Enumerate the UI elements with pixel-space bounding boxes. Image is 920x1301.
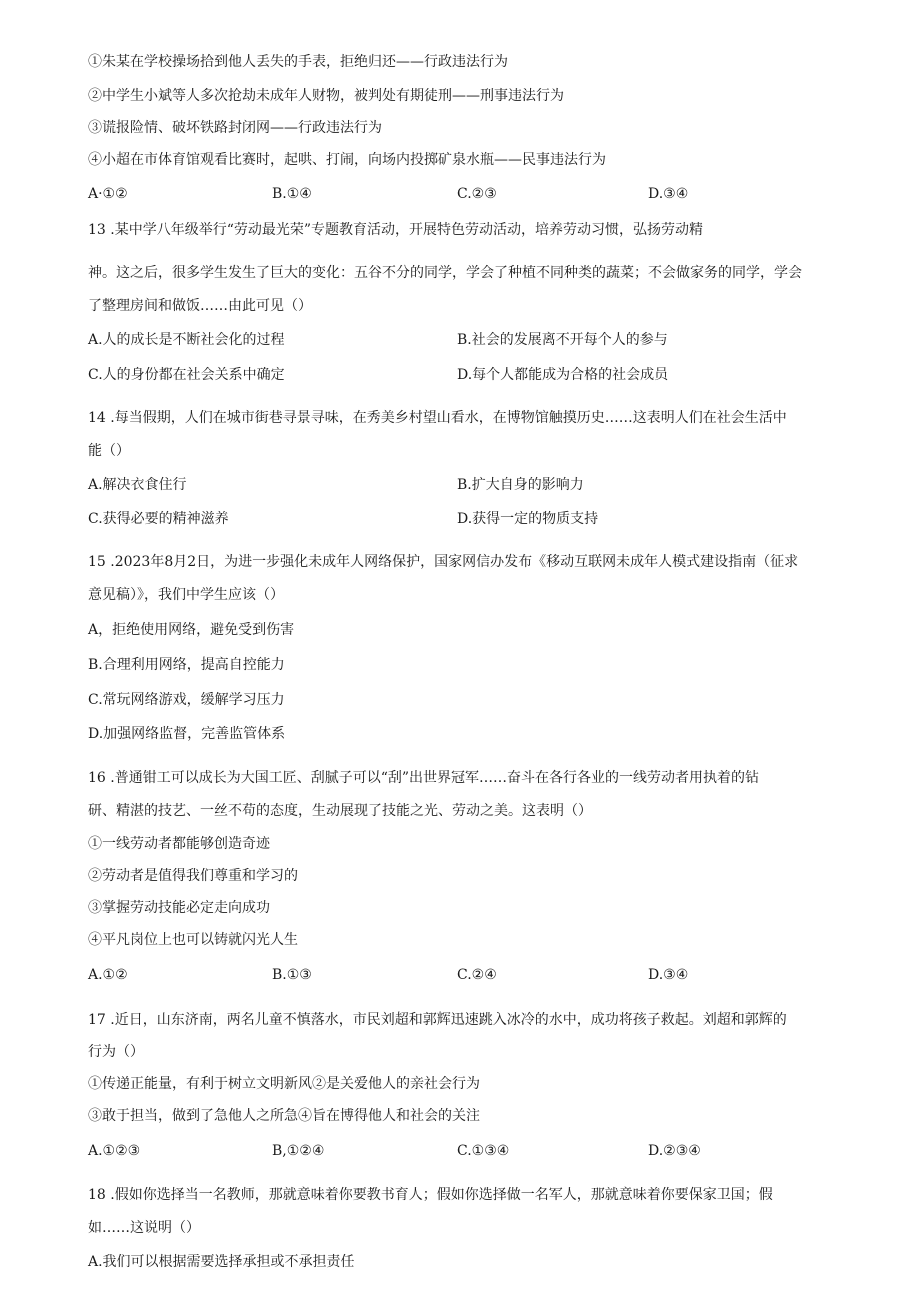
q16-option-c: C.②④: [457, 967, 497, 983]
q13-option-c: C.人的身份都在社会关系中确定: [88, 367, 285, 383]
q14-option-a: A.解决衣食住行: [88, 477, 187, 493]
q17-option-d: D.②③④: [648, 1143, 701, 1159]
q17-option-c: C.①③④: [457, 1143, 510, 1159]
q16-stem-line-2: 研、精湛的技艺、一丝不苟的态度，生动展现了技能之光、劳动之美。这表明（）: [88, 803, 592, 819]
q13-option-b: B.社会的发展离不开每个人的参与: [457, 332, 668, 348]
q12-item-3: ③谎报险情、破坏铁路封闭网——行政违法行为: [88, 120, 382, 136]
q15-stem-line-2: 意见稿）》，我们中学生应该（）: [88, 587, 284, 603]
q16-option-b: B.①③: [272, 967, 312, 983]
q14-option-d: D.获得一定的物质支持: [457, 511, 599, 527]
q17-item-2: ③敢于担当，做到了急他人之所急④旨在博得他人和社会的关注: [88, 1108, 480, 1124]
q12-option-d: D.③④: [648, 186, 689, 202]
q16-option-d: D.③④: [648, 967, 689, 983]
q12-option-c: C.②③: [457, 186, 497, 202]
q15-option-b: B.合理利用网络，提高自控能力: [88, 657, 285, 673]
q14-option-b: B.扩大自身的影响力: [457, 477, 584, 493]
q13-option-d: D.每个人都能成为合格的社会成员: [457, 367, 669, 383]
q15-option-c: C.常玩网络游戏，缓解学习压力: [88, 692, 285, 708]
q16-item-4: ④平凡岗位上也可以铸就闪光人生: [88, 932, 298, 948]
q13-stem-line-3: 了整理房间和做饭……由此可见（）: [88, 298, 312, 314]
q16-item-1: ①一线劳动者都能够创造奇迹: [88, 836, 270, 852]
q17-stem-line-1: 17 .近日，山东济南，两名儿童不慎落水，市民刘超和郭辉迅速跳入冰冷的水中，成功将孩子救起。刘超和郭辉的: [88, 1012, 787, 1028]
q15-option-a: A，拒绝使用网络，避免受到伤害: [88, 622, 295, 638]
q15-option-d: D.加强网络监督，完善监管体系: [88, 726, 286, 742]
q14-stem-line-2: 能（）: [88, 443, 130, 459]
q16-option-a: A.①②: [88, 967, 128, 983]
q14-option-c: C.获得必要的精神滋养: [88, 511, 229, 527]
q12-item-4: ④小超在市体育馆观看比赛时，起哄、打闹，向场内投掷矿泉水瓶——民事违法行为: [88, 152, 606, 168]
q15-stem-line-1: 15 .2023年8月2日，为进一步强化未成年人网络保护，国家网信办发布《移动互联网未成年人模式建设指南（征求: [88, 554, 799, 570]
q17-option-b: B,①②④: [272, 1143, 325, 1159]
q18-stem-line-1: 18 .假如你选择当一名教师，那就意味着你要教书育人；假如你选择做一名军人，那就意味着你要保家卫国；假: [88, 1187, 773, 1203]
q12-option-b: B.①④: [272, 186, 312, 202]
q17-item-1: ①传递正能量，有利于树立文明新风②是关爱他人的亲社会行为: [88, 1076, 480, 1092]
q13-stem-line-1: 13 .某中学八年级举行“劳动最光荣”专题教育活动，开展特色劳动活动，培养劳动习惯，弘扬劳动精: [88, 222, 704, 238]
q12-item-2: ②中学生小斌等人多次抢劫未成年人财物，被判处有期徒刑——刑事违法行为: [88, 88, 564, 104]
q14-stem-line-1: 14 .每当假期，人们在城市街巷寻景寻味，在秀美乡村望山看水，在博物馆触摸历史……这表明人们在社会生活中: [88, 410, 787, 426]
q13-option-a: A.人的成长是不断社会化的过程: [88, 332, 285, 348]
q16-stem-line-1: 16 .普通钳工可以成长为大国工匠、刮腻子可以“刮”出世界冠军……奋斗在各行各业的一线劳动者用执着的钻: [88, 770, 760, 786]
q16-item-2: ②劳动者是值得我们尊重和学习的: [88, 868, 298, 884]
q13-stem-line-2: 神。这之后，很多学生发生了巨大的变化：五谷不分的同学，学会了种植不同种类的蔬菜；不会做家务的同学，学会: [88, 265, 802, 281]
q18-stem-line-2: 如……这说明（）: [88, 1220, 200, 1236]
q17-stem-line-2: 行为（）: [88, 1044, 144, 1060]
q12-item-1: ①朱某在学校操场拾到他人丢失的手表，拒绝归还——行政违法行为: [88, 54, 508, 70]
q17-option-a: A.①②③: [88, 1143, 141, 1159]
q18-option-a: A.我们可以根据需要选择承担或不承担责任: [88, 1254, 355, 1270]
q16-item-3: ③掌握劳动技能必定走向成功: [88, 900, 270, 916]
q12-option-a: A·①②: [88, 186, 128, 202]
